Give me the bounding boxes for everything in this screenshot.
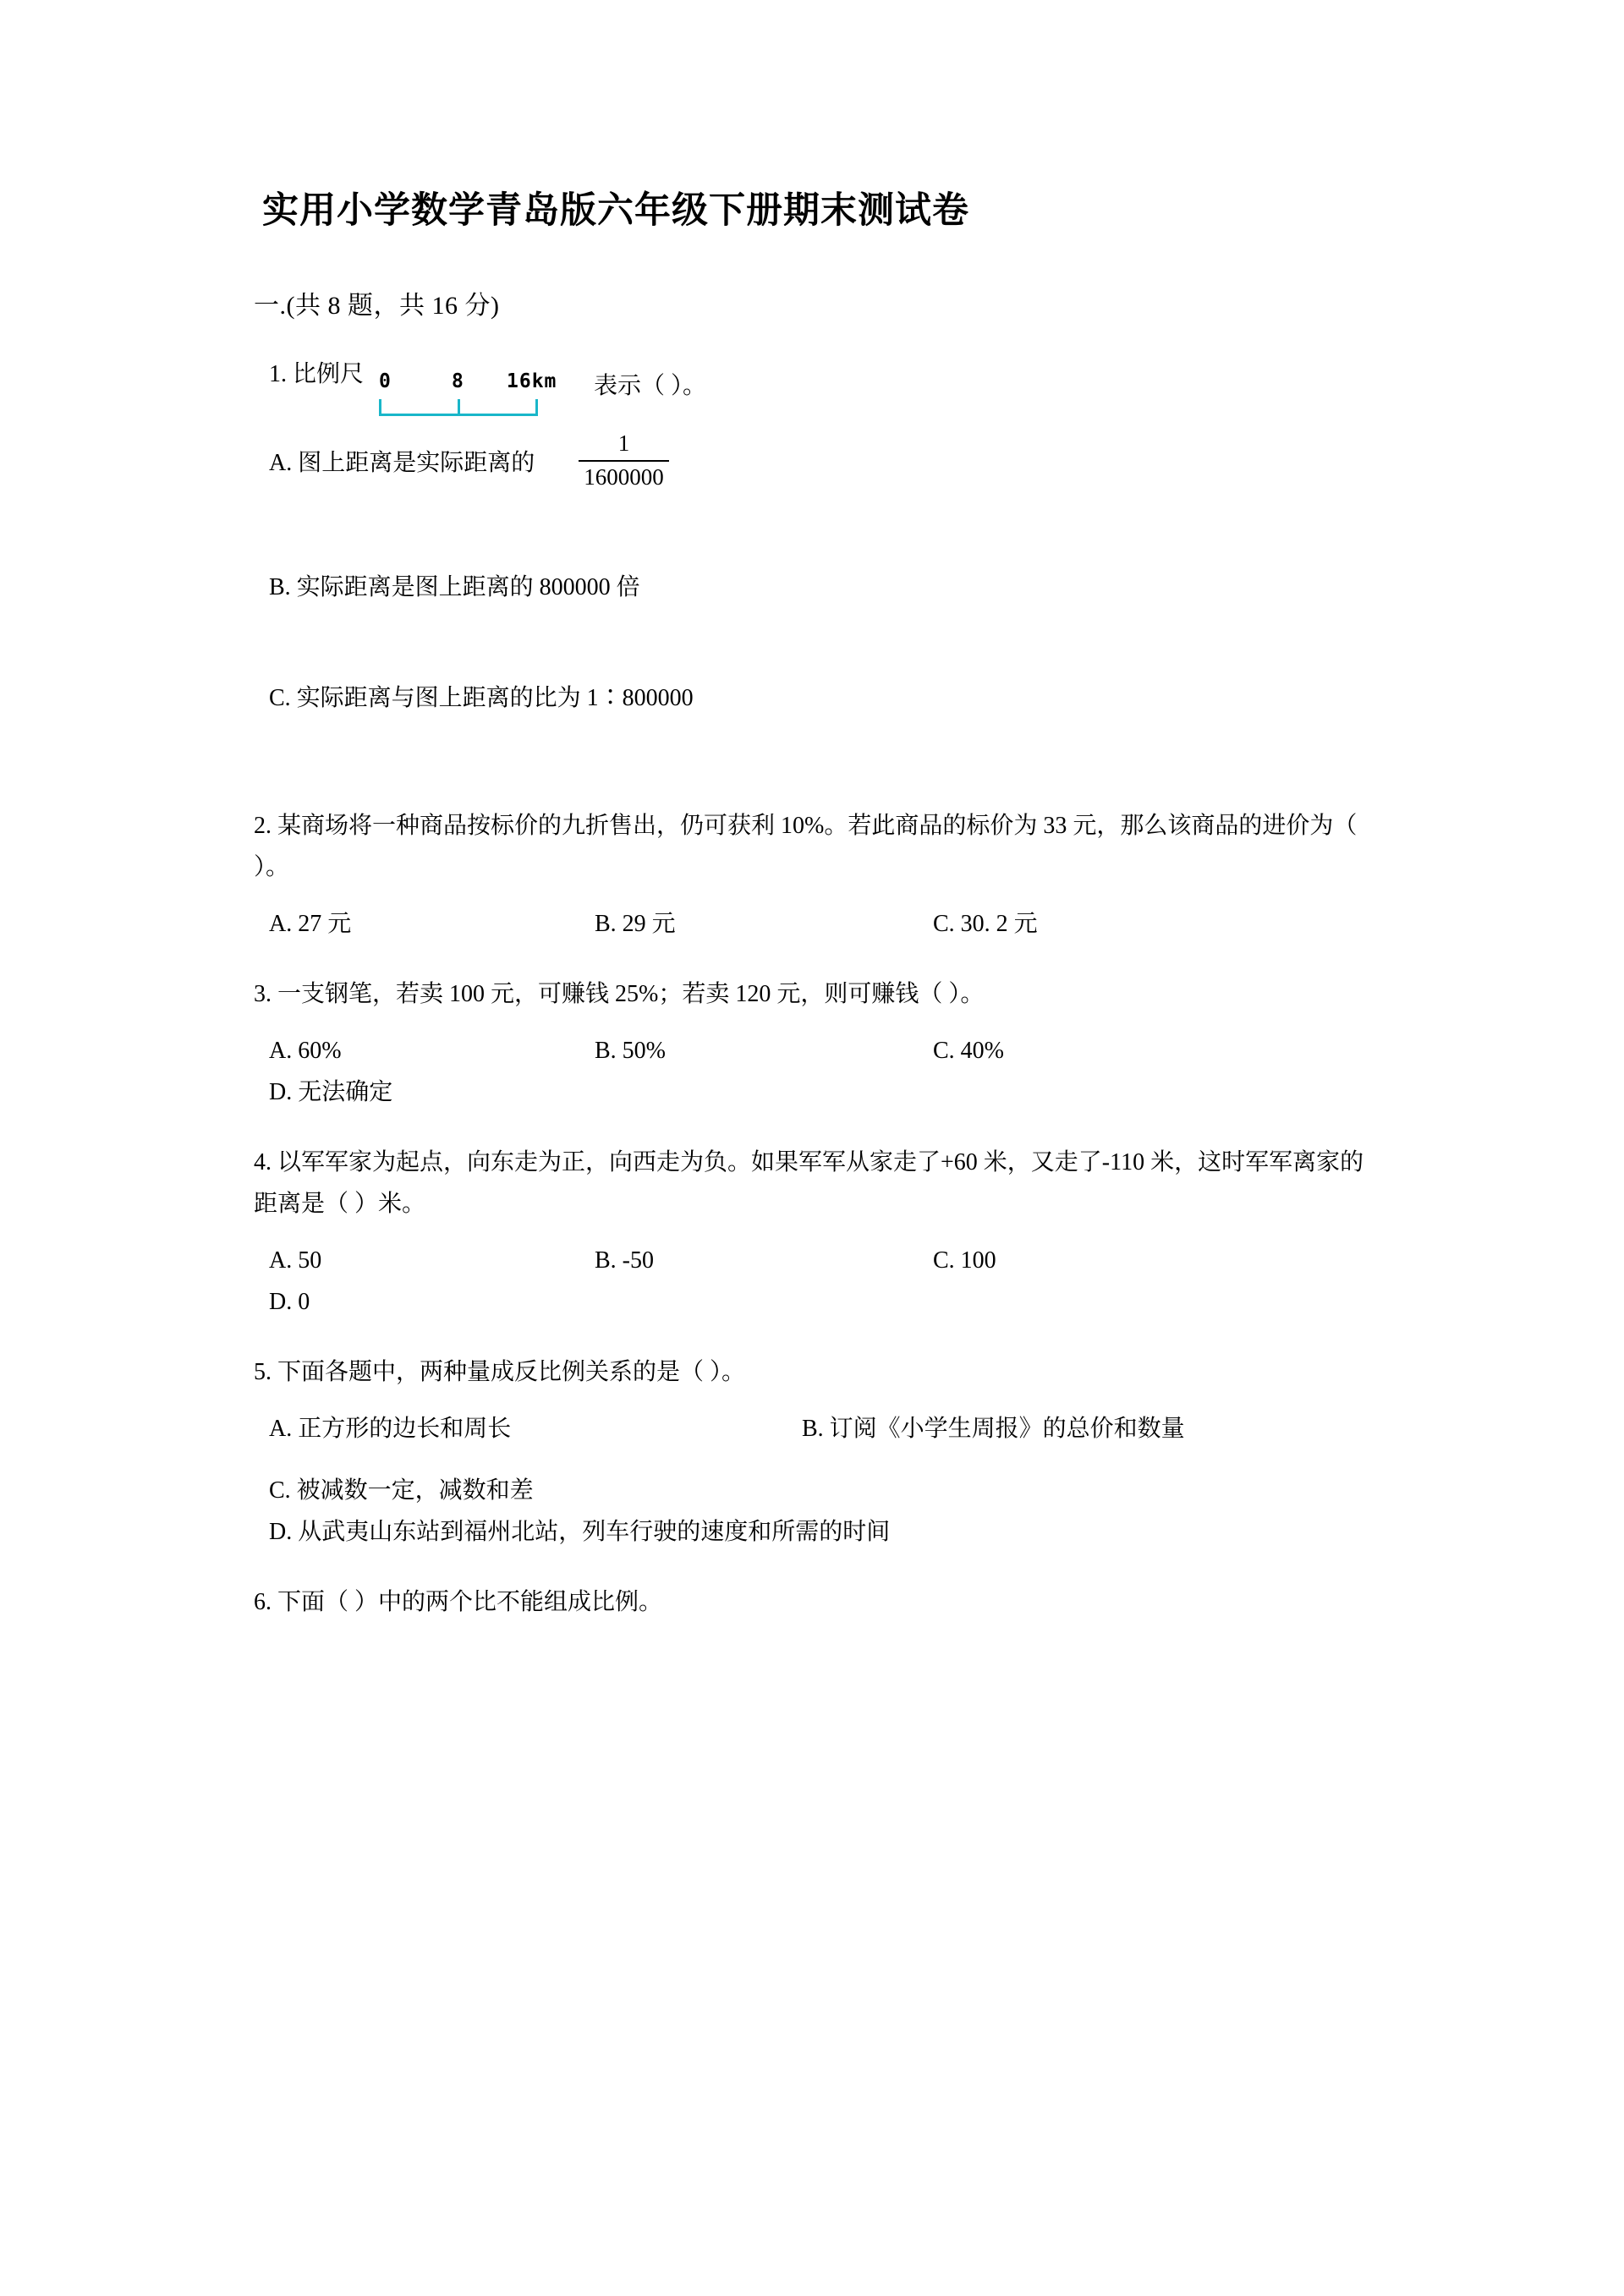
question-1-option-a [254, 430, 1370, 492]
question-3-stem: 3. 一支钢笔，若卖 100 元，可赚钱 25%；若卖 120 元，则可赚钱（ ）。 [254, 980, 985, 1007]
question-5-option-b: B. 订阅《小学生周报》的总价和数量 [802, 1415, 1185, 1442]
question-4-option-a: A. 50 [269, 1247, 322, 1274]
question-4-option-d: D. 0 [269, 1288, 310, 1315]
question-2-option-c: C. 30. 2 元 [933, 910, 1038, 937]
scale-label-8: 8 [452, 370, 464, 392]
question-5-option-a: A. 正方形的边长和周长 [269, 1415, 512, 1442]
question-2-option-a: A. 27 元 [269, 910, 352, 937]
fraction-numerator: 1 [617, 430, 630, 456]
spacer [254, 628, 1370, 677]
question-2-stem: 2. 某商场将一种商品按标价的九折售出，仍可获利 10%。若此商品的标价为 33 元，那么该商品的进价为（ ）。 [254, 812, 1358, 880]
question-1-stem-prefix: 1. 比例尺 [269, 361, 365, 387]
question-4-options [254, 1240, 1370, 1323]
spacer [254, 739, 1370, 776]
question-4 [254, 1142, 1370, 1323]
question-2-option-b: B. 29 元 [595, 910, 676, 937]
scale-label-0: 0 [379, 370, 392, 392]
question-1-option-b: B. 实际距离是图上距离的 800000 倍 [269, 573, 640, 600]
question-3-options [254, 1030, 1370, 1113]
page-title: 实用小学数学青岛版六年级下册期末测试卷 [262, 190, 969, 231]
question-2 [254, 805, 1370, 945]
question-3-option-c: C. 40% [933, 1037, 1004, 1064]
question-2-options [254, 903, 1370, 945]
question-4-stem: 4. 以军军家为起点，向东走为正，向西走为负。如果军军从家走了+60 米，又走了-110 米，这时军军离家的距离是（ ）米。 [254, 1148, 1364, 1217]
question-5-option-c: C. 被减数一定，减数和差 [269, 1477, 534, 1504]
question-5-stem: 5. 下面各题中，两种量成反比例关系的是（ ）。 [254, 1358, 746, 1385]
question-5 [254, 1351, 1370, 1553]
question-1-option-a-label: A. 图上距离是实际距离的 [269, 449, 535, 476]
question-1-option-c: C. 实际距离与图上距离的比为 1∶800000 [269, 684, 694, 711]
question-5-options-row-2 [254, 1470, 1370, 1553]
spacer [254, 518, 1370, 567]
section-heading: 一.(共 8 题，共 16 分) [254, 292, 500, 320]
scale-bar-tick [458, 399, 460, 416]
question-5-option-d: D. 从武夷山东站到福州北站，列车行驶的速度和所需的时间 [269, 1518, 891, 1545]
question-5-options-row-1 [254, 1408, 1370, 1449]
question-3-option-b: B. 50% [595, 1037, 666, 1064]
question-4-option-c: C. 100 [933, 1247, 996, 1274]
question-1-stem [254, 355, 1370, 421]
question-3 [254, 973, 1370, 1113]
fraction-denominator: 1600000 [579, 460, 669, 492]
fraction-one-over-1600000 [579, 430, 669, 492]
scale-bar-figure [376, 355, 587, 421]
question-6-stem: 6. 下面（ ）中的两个比不能组成比例。 [254, 1588, 663, 1615]
question-6 [254, 1581, 1370, 1623]
question-3-option-d: D. 无法确定 [269, 1078, 393, 1105]
question-1-stem-suffix: 表示（ ）。 [594, 373, 707, 399]
question-3-option-a: A. 60% [269, 1037, 342, 1064]
scale-label-16km: 16km [507, 370, 557, 392]
question-1 [254, 355, 1370, 776]
question-4-option-b: B. -50 [595, 1247, 654, 1274]
